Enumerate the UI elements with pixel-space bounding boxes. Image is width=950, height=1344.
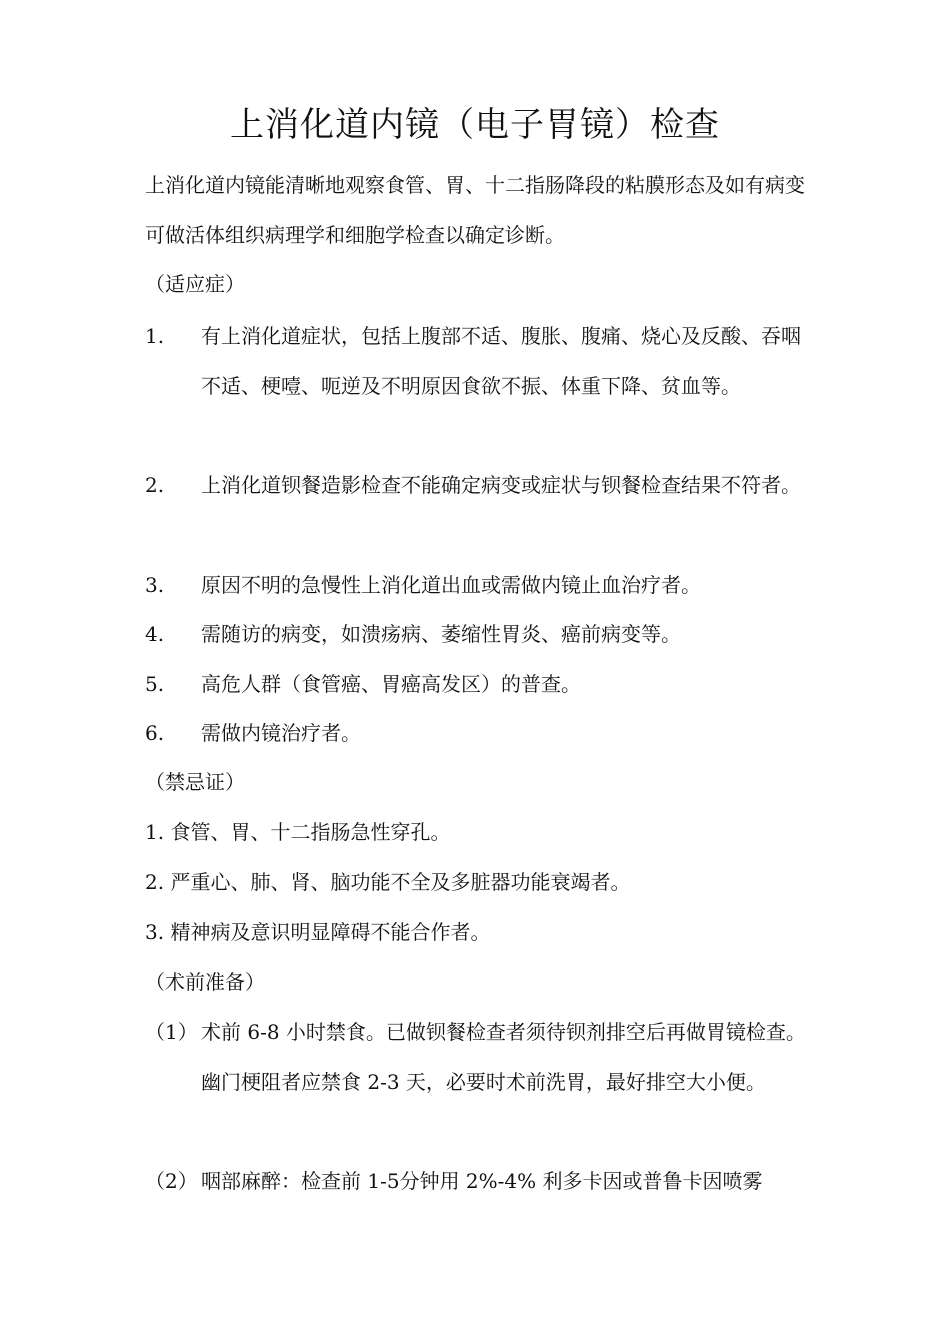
contraindication-item: 1. 食管、胃、十二指肠急性穿孔。: [145, 820, 451, 844]
contraindication-item: 3. 精神病及意识明显障碍不能合作者。: [145, 920, 491, 944]
indication-number: 1.: [145, 324, 165, 348]
indication-number: 6.: [145, 721, 165, 745]
indication-text: 原因不明的急慢性上消化道出血或需做内镜止血治疗者。: [201, 573, 701, 597]
indication-text: 需随访的病变，如溃疡病、萎缩性胃炎、癌前病变等。: [201, 622, 681, 646]
indications-heading: （适应症）: [145, 272, 245, 296]
preparation-text: 术前 6-8 小时禁食。已做钡餐检查者须待钡剂排空后再做胃镜检查。幽门梗阻者应禁食 2-3 天，必要时术前洗胃，最好排空大小便。: [201, 1020, 806, 1094]
indication-text: 上消化道钡餐造影检查不能确定病变或症状与钡餐检查结果不符者。: [201, 473, 801, 497]
contraindication-item: 2. 严重心、肺、肾、脑功能不全及多脏器功能衰竭者。: [145, 870, 631, 894]
intro-paragraph: 上消化道内镜能清晰地观察食管、胃、十二指肠降段的粘膜形态及如有病变可做活体组织病理学和细胞学检查以确定诊断。: [145, 173, 805, 247]
preparation-number: （2）: [145, 1169, 198, 1193]
indication-number: 2.: [145, 473, 165, 497]
preparation-heading: （术前准备）: [145, 970, 265, 994]
indication-text: 需做内镜治疗者。: [201, 721, 361, 745]
indication-text: 有上消化道症状，包括上腹部不适、腹胀、腹痛、烧心及反酸、吞咽不适、梗噎、呃逆及不明原因食欲不振、体重下降、贫血等。: [201, 324, 801, 398]
indication-number: 3.: [145, 573, 165, 597]
indication-number: 5.: [145, 672, 165, 696]
indication-number: 4.: [145, 622, 165, 646]
page-title: 上消化道内镜（电子胃镜）检查: [230, 105, 720, 145]
contraindications-heading: （禁忌证）: [145, 770, 245, 794]
preparation-number: （1）: [145, 1020, 198, 1044]
indication-text: 高危人群（食管癌、胃癌高发区）的普查。: [201, 672, 581, 696]
preparation-text: 咽部麻醉：检查前 1-5分钟用 2%-4% 利多卡因或普鲁卡因喷雾: [201, 1169, 763, 1193]
